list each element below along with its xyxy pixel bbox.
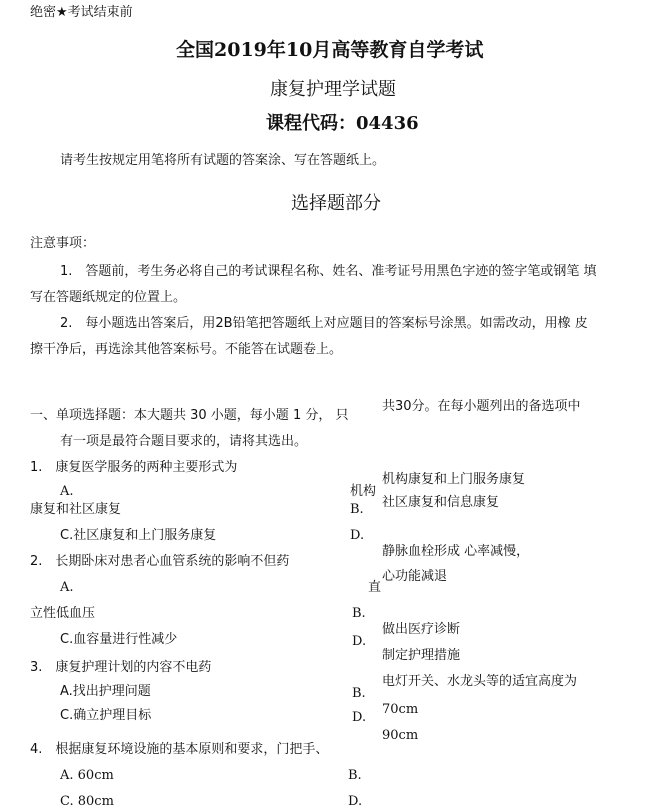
note2-line2: 擦干净后，再选涂其他答案标号。不能答在试题卷上。 bbox=[30, 342, 343, 357]
q2-right-line1: 静脉血栓形成 心率减慢， bbox=[382, 544, 530, 559]
q2-b-label[interactable]: B. bbox=[352, 606, 366, 621]
q1-b-text[interactable]: 社区康复和信息康复 bbox=[382, 495, 500, 510]
exam-title: 全国2019年10月高等教育自学考试 bbox=[176, 39, 484, 61]
q4-a-option[interactable]: A. 60cm bbox=[60, 768, 114, 783]
q4-b-label[interactable]: B. bbox=[348, 768, 362, 783]
q4-d-label[interactable]: D. bbox=[348, 794, 363, 809]
q4-b-text[interactable]: 70cm bbox=[382, 702, 419, 717]
note1-line1: 1. 答题前，考生务必将自己的考试课程名称、姓名、准考证号用黑色字迹的签字笔或钢笔 填 bbox=[60, 264, 597, 279]
notes-label: 注意事项： bbox=[30, 236, 96, 251]
q1-b-label[interactable]: B. bbox=[350, 502, 364, 517]
q3-c-option[interactable]: C.确立护理目标 bbox=[60, 708, 152, 723]
q4-stem: 4. 根据康复环境设施的基本原则和要求，门把手、 bbox=[30, 742, 329, 757]
q2-a-prefix: 直 bbox=[368, 580, 382, 595]
q1-stem: 1. 康复医学服务的两种主要形式为 bbox=[30, 460, 238, 475]
q2-c-option[interactable]: C.血容量进行性减少 bbox=[60, 632, 178, 647]
q2-a-label[interactable]: A. bbox=[60, 580, 74, 595]
q4-c-option[interactable]: C. 80cm bbox=[60, 794, 114, 809]
q3-b-label[interactable]: B. bbox=[352, 686, 366, 701]
q4-d-text[interactable]: 90cm bbox=[382, 728, 419, 743]
section-title: 选择题部分 bbox=[291, 193, 381, 214]
q3-right-line2: 制定护理措施 bbox=[382, 648, 461, 663]
q1-a-prefix: 机构 bbox=[350, 484, 377, 499]
q1-a-text[interactable]: 康复和社区康复 bbox=[30, 502, 122, 517]
instruction: 请考生按规定用笔将所有试题的答案涂、写在答题纸上。 bbox=[60, 153, 386, 168]
q1-d-label[interactable]: D. bbox=[350, 528, 365, 543]
q1-c-option[interactable]: C.社区康复和上门服务康复 bbox=[60, 528, 217, 543]
subject-title: 康复护理学试题 bbox=[270, 79, 396, 100]
note2-line1: 2. 每小题选出答案后，用2B铅笔把答题纸上对应题目的答案标号涂黑。如需改动，用橡 皮 bbox=[60, 316, 588, 331]
q3-right-line1: 做出医疗诊断 bbox=[382, 622, 461, 637]
q1-b-text-top: 机构康复和上门服务康复 bbox=[382, 472, 526, 487]
note1-line2: 写在答题纸规定的位置上。 bbox=[30, 290, 187, 305]
secret-label: 绝密★考试结束前 bbox=[30, 5, 133, 20]
q2-a-text[interactable]: 立性低血压 bbox=[30, 606, 96, 621]
q2-right-line2: 心功能减退 bbox=[382, 569, 448, 584]
q4-stem-right: 电灯开关、水龙头等的适宜高度为 bbox=[382, 674, 578, 689]
part1-title-right: 共30分。在每小题列出的备选项中 bbox=[382, 399, 581, 414]
q3-d-label[interactable]: D. bbox=[352, 710, 367, 725]
q3-a-option[interactable]: A.找出护理问题 bbox=[60, 684, 151, 699]
q2-d-label[interactable]: D. bbox=[352, 634, 367, 649]
q3-stem: 3. 康复护理计划的内容不电药 bbox=[30, 660, 212, 675]
part1-title-line2: 有一项是最符合题目要求的，请将其选出。 bbox=[60, 434, 308, 449]
q2-stem: 2. 长期卧床对患者心血管系统的影响不但药 bbox=[30, 554, 290, 569]
q1-a-label[interactable]: A. bbox=[60, 484, 74, 499]
part1-title-left: 一、单项选择题：本大题共 30 小题，每小题 1 分， 只 bbox=[30, 408, 349, 423]
course-code: 课程代码：04436 bbox=[266, 113, 419, 134]
